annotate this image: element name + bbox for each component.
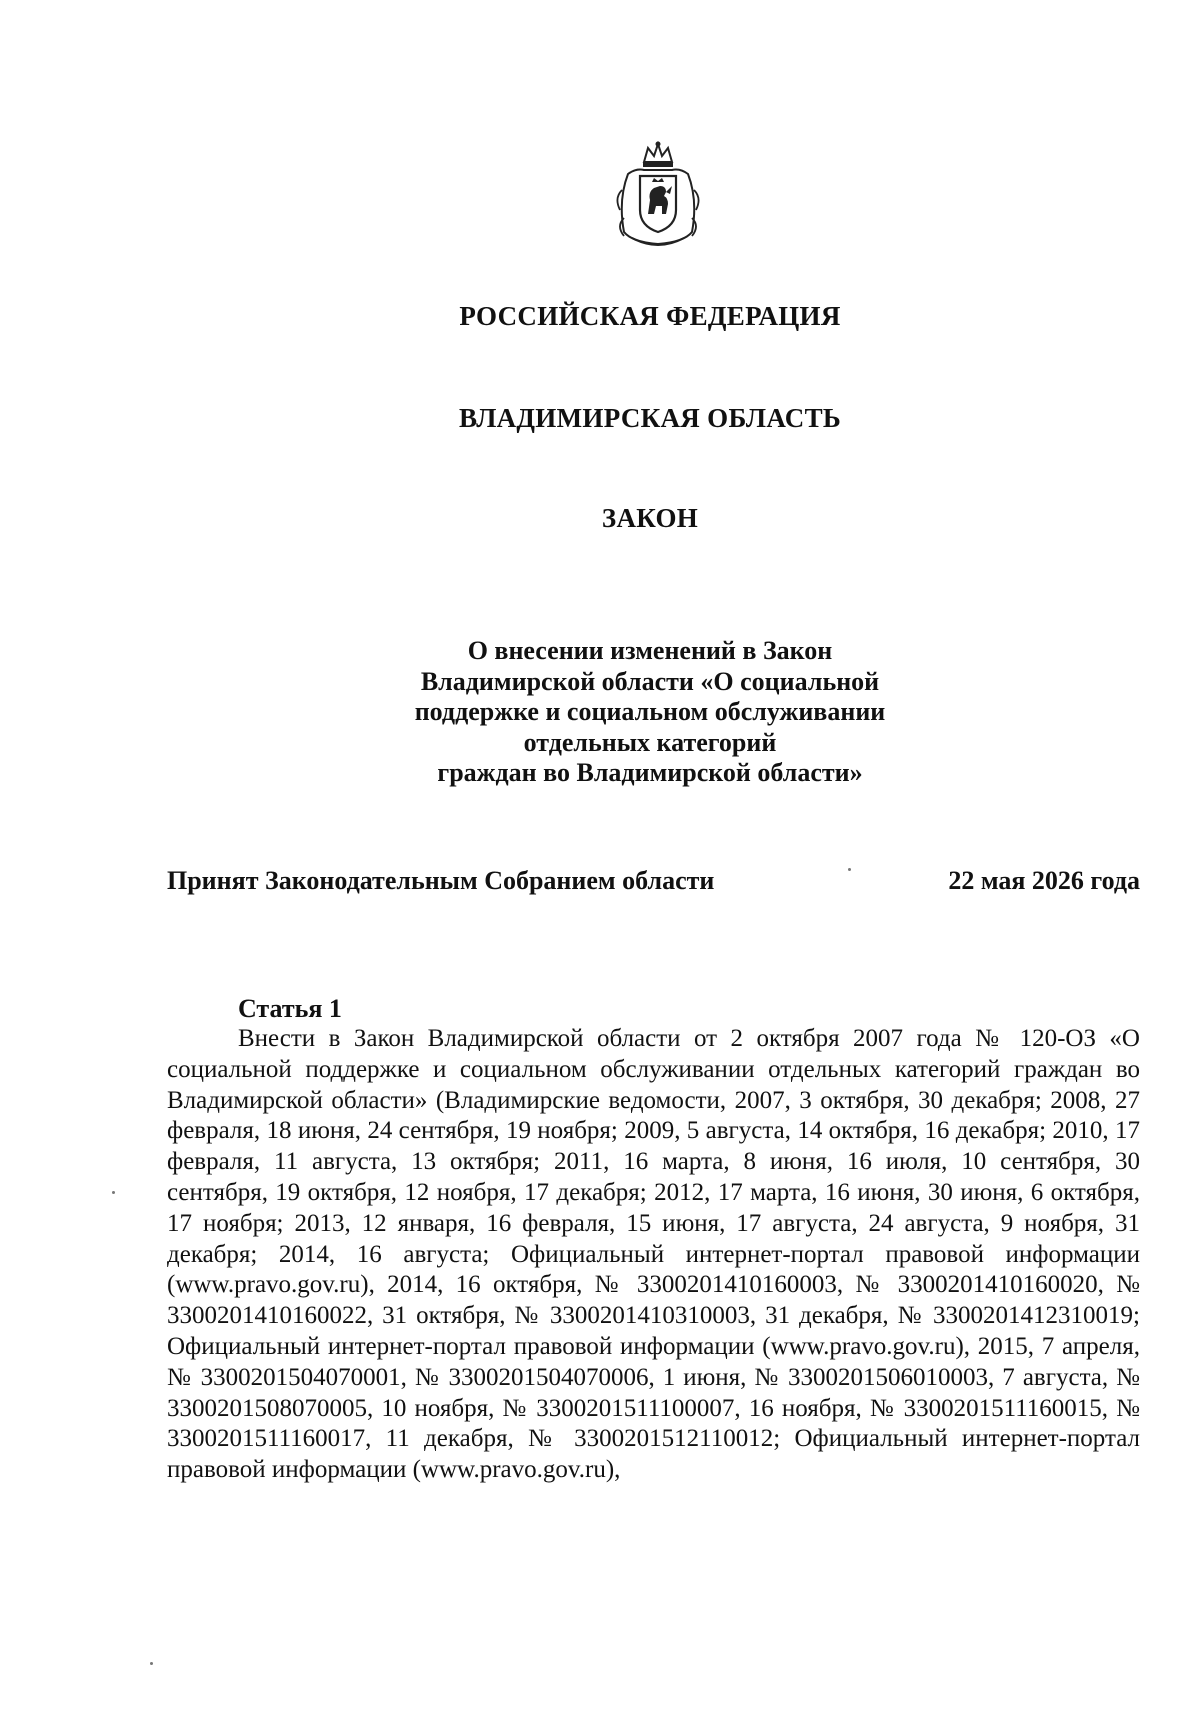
scan-speck xyxy=(112,1191,115,1194)
adoption-line xyxy=(167,866,1140,896)
law-title-line: отдельных категорий xyxy=(523,727,777,757)
law-title-line: О внесении изменений в Закон xyxy=(467,636,833,665)
document-type-heading: ЗАКОН xyxy=(601,503,699,533)
coat-of-arms-icon xyxy=(610,140,706,250)
country-heading: РОССИЙСКАЯ ФЕДЕРАЦИЯ xyxy=(459,301,841,331)
scan-speck xyxy=(150,1662,153,1665)
law-title-line: Владимирской области «О социальной xyxy=(420,666,880,696)
scan-speck xyxy=(848,868,851,871)
law-title xyxy=(340,636,960,789)
law-title-line: граждан во Владимирской области» xyxy=(437,758,863,787)
article-heading: Статья 1 xyxy=(238,994,342,1023)
adoption-date: 22 мая 2026 года xyxy=(948,866,1140,895)
adopted-by: Принят Законодательным Собранием области xyxy=(167,866,715,895)
law-title-line: поддержке и социальном обслуживании xyxy=(414,697,886,726)
article-body: Внести в Закон Владимирской области от 2 октября 2007 года № 120-ОЗ «О социальной поддержке и социальном обслуживании отдельных категорий граждан во Владимирской области» (Владимирские ведомости, 2007, 3 октября, 30 декабря; 2008, 27 февраля, 18 июня, 24 сентября, 19 ноября; 2009, 5 августа, 14 октября, 16 декабря; 2010, 17 февраля, 11 августа, 13 октября; 2011, 16 марта, 8 июня, 16 июля, 10 сентября, 30 сентября, 19 октября, 12 ноября, 17 декабря; 2012, 17 марта, 16 июня, 30 июня, 6 октября, 17 ноября; 2013, 12 января, 16 февраля, 15 июня, 17 августа, 24 августа, 9 ноября, 31 декабря; 2014, 16 августа; Официальный интернет-портал правовой информации (www.pravo.gov.ru), 2014, 16 октября, № 3300201410160003, № 3300201410160020, № 3300201410160022, 31 октября, № 3300201410310003, 31 декабря, № 3300201412310019; Официальный интернет-портал правовой информации (www.pravo.gov.ru), 2015, 7 апреля, № 3300201504070001, № 3300201504070006, 1 июня, № 3300201506010003, 7 августа, № 3300201508070005, 10 ноября, № 3300201511100007, 16 ноября, № 3300201511160015, № 3300201511160017, 11 декабря, № 3300201512110012; Официальный интернет-портал правовой информации (www.pravo.gov.ru), xyxy=(167,1025,1140,1484)
region-heading: ВЛАДИМИРСКАЯ ОБЛАСТЬ xyxy=(458,403,842,433)
